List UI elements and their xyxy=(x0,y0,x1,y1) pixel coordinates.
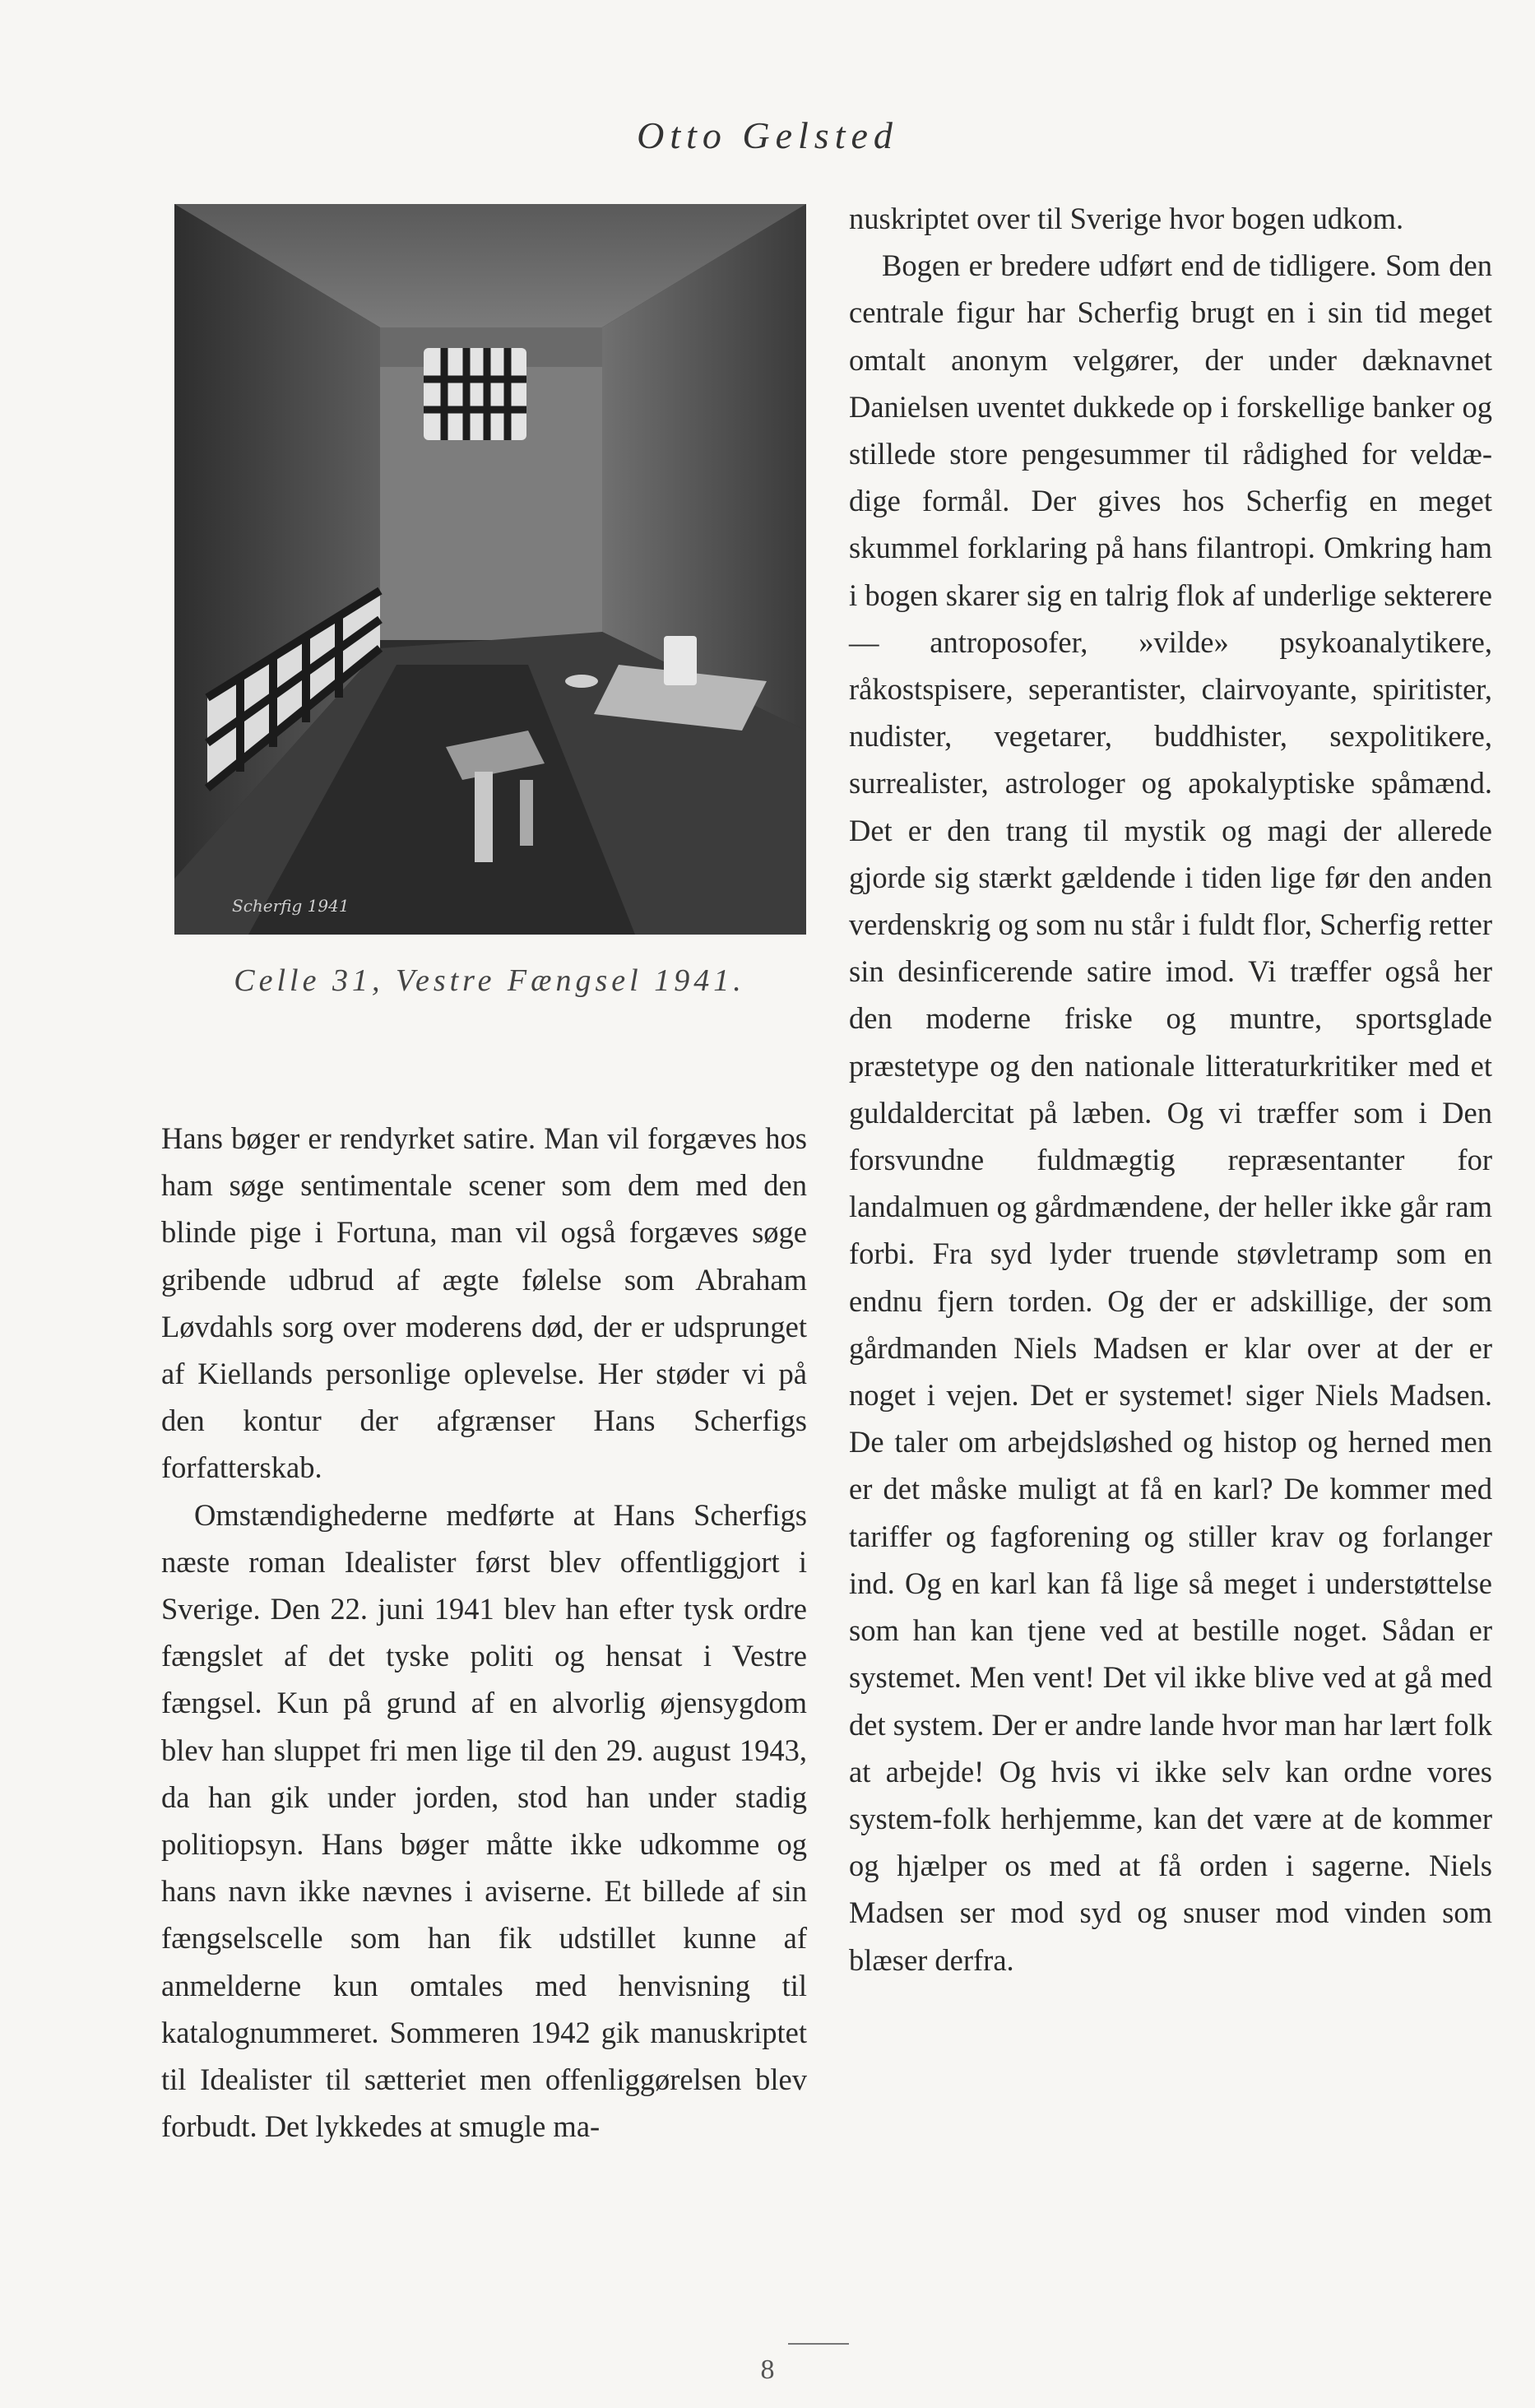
footer-rule xyxy=(788,2343,849,2345)
running-head: Otto Gelsted xyxy=(637,114,898,156)
paragraph: Bogen er bredere udført end de tidligere. Som den centrale figur har Scherfig brugt en i sin tid meget omtalt anonym velgører, der under dæknavnet Danielsen uventet dukkede op i forskellige banker og stillede store pengesummer til rådighed for veldædige formål. Der gives hos Scherfig en meget skummel forklaring på hans filantropi. Omkring ham i bogen skarer sig en talrig flok af underlige sekterere — antroposofer, »vilde» psykoanalytikere, råkostspisere, seperantister, clairvoyante, spiritister, nudister, vegetarer, buddhister, sexpolitikere, surrealister, astrologer og apokalyptiske spåmænd. Det er den trang til mystik og magi der allerede gjorde sig stærkt gældende i tiden lige før den anden verdenskrig og som nu står i fuldt flor, Scherfig retter sin desinficerende satire imod. Vi træffer også her den moderne friske og muntre, sportsglade præstetype og den nationale litteraturkritiker med et guldaldercitat på læben. Og vi træffer som i Den forsvundne fuldmægtig repræsentanter for landalmuen og gårdmændene, der heller ikke går ram forbi. Fra syd lyder truende støvletramp som en endnu fjern torden. Og der er adskillige, der som gårdmanden Niels Madsen er klar over at der er noget i vejen. Det er systemet! siger Niels Madsen. De taler om arbejdsløshed og histop og herned men er det måske muligt at få en karl? De kommer med tariffer og fagforening og stiller krav og forlanger ind. Og en karl kan få lige så meget i understøttelse som han kan tjene ved at bestille noget. Sådan er systemet. Men vent! Det vil ikke blive ved at gå med det system. Der er andre lande hvor man har lært folk at arbejde! Og hvis vi ikke selv kan ordne vores system-folk herhjemme, kan det være at de kommer og hjælper os med at få orden i sagerne. Niels Madsen ser mod syd og snuser mod vinden som blæser derfra. xyxy=(849,248,1492,1977)
painting-signature: Scherfig 1941 xyxy=(232,896,350,916)
cell-painting-image xyxy=(174,204,806,935)
paragraph: Hans bøger er rendyrket satire. Man vil forgæves hos ham søge sentimentale scener som dem med den blinde pige i Fortuna, man vil også forgæves søge gribende udbrud af ægte følelse som Abraham Løvdahls sorg over moderens død, der er udsprunget af Kiellands personlige oplevelse. Her støder vi på den kontur der afgrænser Hans Scherfigs forfatterskab. xyxy=(161,1121,807,1485)
paragraph: Omstændighederne medførte at Hans Scherfigs næste roman Idealister først blev offentliggjort i Sverige. Den 22. juni 1941 blev han efter tysk ordre fængslet af det tyske politi og hensat i Vestre fængsel. Kun på grund af en alvorlig øjensygdom blev han sluppet fri men lige til den 29. august 1943, da han gik under jorden, stod han under stadig politiopsyn. Hans bøger måtte ikke udkomme og hans navn ikke nævnes i aviserne. Et billede af sin fængselscelle som han fik udstillet kunne af anmelderne kun omtales med henvisning til katalognummeret. Sommeren 1942 gik manuskriptet til Idealister til sætteriet men offenliggørelsen blev forbudt. Det lykkedes at smugle ma- xyxy=(161,1497,807,2144)
figure-caption: Celle 31, Vestre Fængsel 1941. xyxy=(234,963,745,998)
left-column xyxy=(161,1115,807,2150)
paragraph: nuskriptet over til Sverige hvor bogen udkom. xyxy=(849,202,1404,235)
right-column xyxy=(849,195,1492,1983)
page-number: 8 xyxy=(760,2355,775,2385)
